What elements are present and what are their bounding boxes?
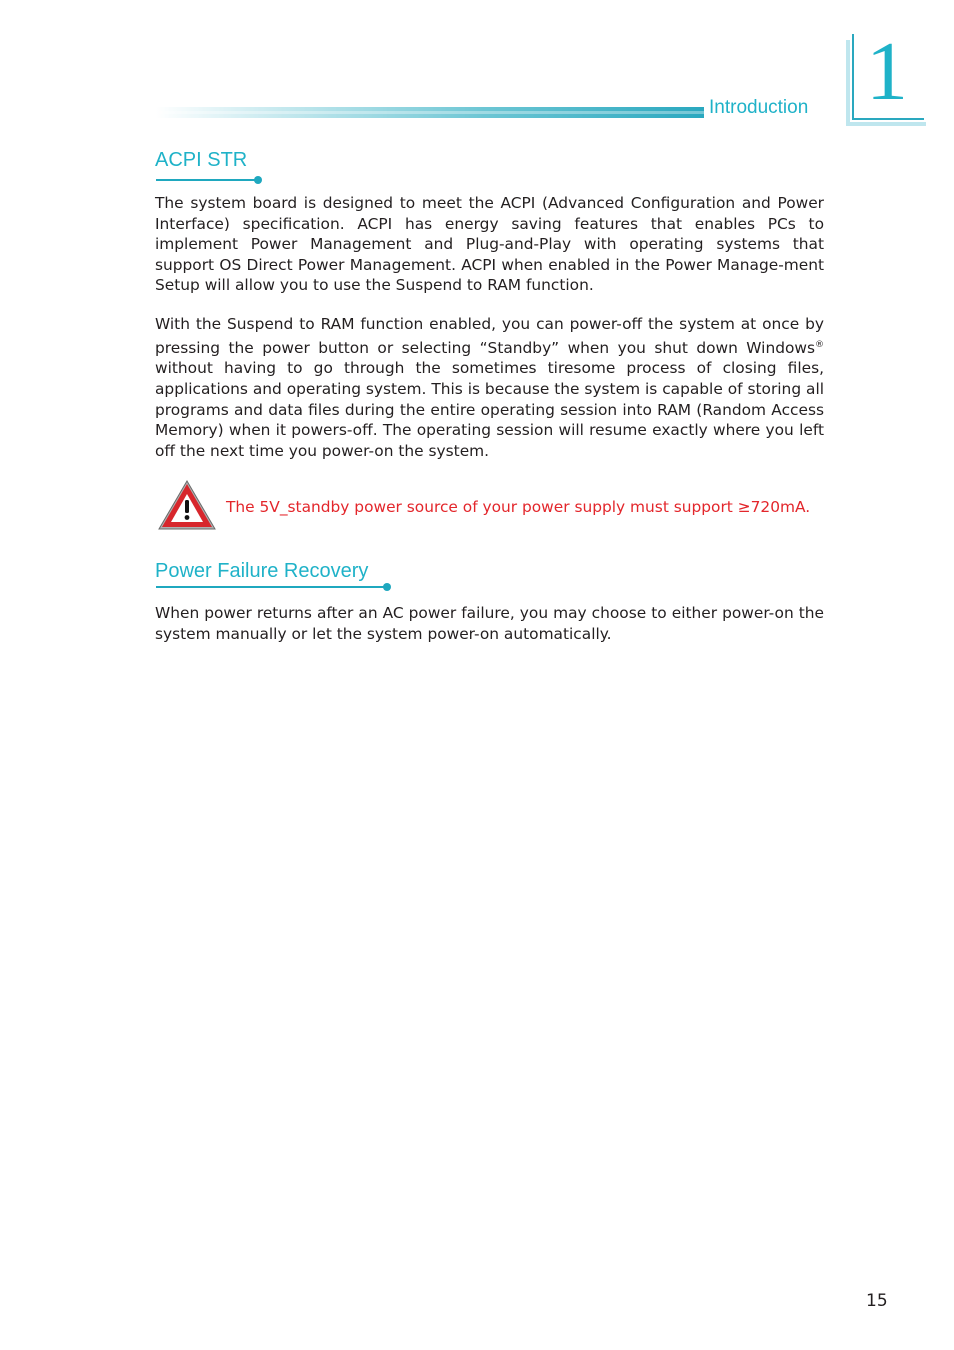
paragraph-power-failure: When power returns after an AC power failure, you may choose to either power-on the system manually or let the system power-on automatically.: [155, 604, 824, 643]
paragraph-acpi-intro: The system board is designed to meet the ACPI (Advanced Configuration and Power Interface) specification. ACPI has energy saving features that enables PCs to implement Power Management and Plug-and-Play with operating systems that support OS Direct Power Management. ACPI when enabled in the Power Manage-ment Setup will allow you to use the Suspend to RAM function.: [155, 194, 824, 295]
underline-dot: [254, 176, 262, 184]
section-underline: [156, 179, 257, 181]
header-title: Introduction: [709, 97, 809, 118]
chapter-tab-line: [852, 118, 924, 120]
registered-mark: ®: [815, 339, 824, 350]
page-number: 15: [866, 1291, 888, 1311]
chapter-number: 1: [866, 25, 908, 118]
chapter-tab-line: [852, 34, 854, 120]
warning-triangle-icon: [156, 478, 218, 532]
chapter-tab-line: [846, 40, 850, 126]
paragraph-text: With the Suspend to RAM function enabled, you can power-off the system at once by pressing the power button or selecting “Standby” when you shut down Windows: [155, 315, 824, 357]
underline-dot: [383, 583, 391, 591]
section-title-power-failure-recovery: Power Failure Recovery: [155, 560, 369, 582]
paragraph-text: without having to go through the sometimes tiresome process of closing files, applications and operating system. This is because the system is capable of storing all programs and data files during the entire operating session into RAM (Random Access Memory) when it powers-off. The operating session will resume exactly where you left off the next time you power-on the system.: [155, 359, 824, 460]
section-underline: [156, 586, 386, 588]
warning-text: The 5V_standby power source of your power supply must support ≥720mA.: [226, 498, 811, 516]
section-title-acpi-str: ACPI STR: [155, 149, 248, 171]
paragraph-suspend-to-ram: [155, 314, 824, 461]
chapter-tab: [846, 25, 926, 126]
header-gradient-bar: [156, 107, 704, 118]
chapter-tab-line: [846, 122, 926, 126]
